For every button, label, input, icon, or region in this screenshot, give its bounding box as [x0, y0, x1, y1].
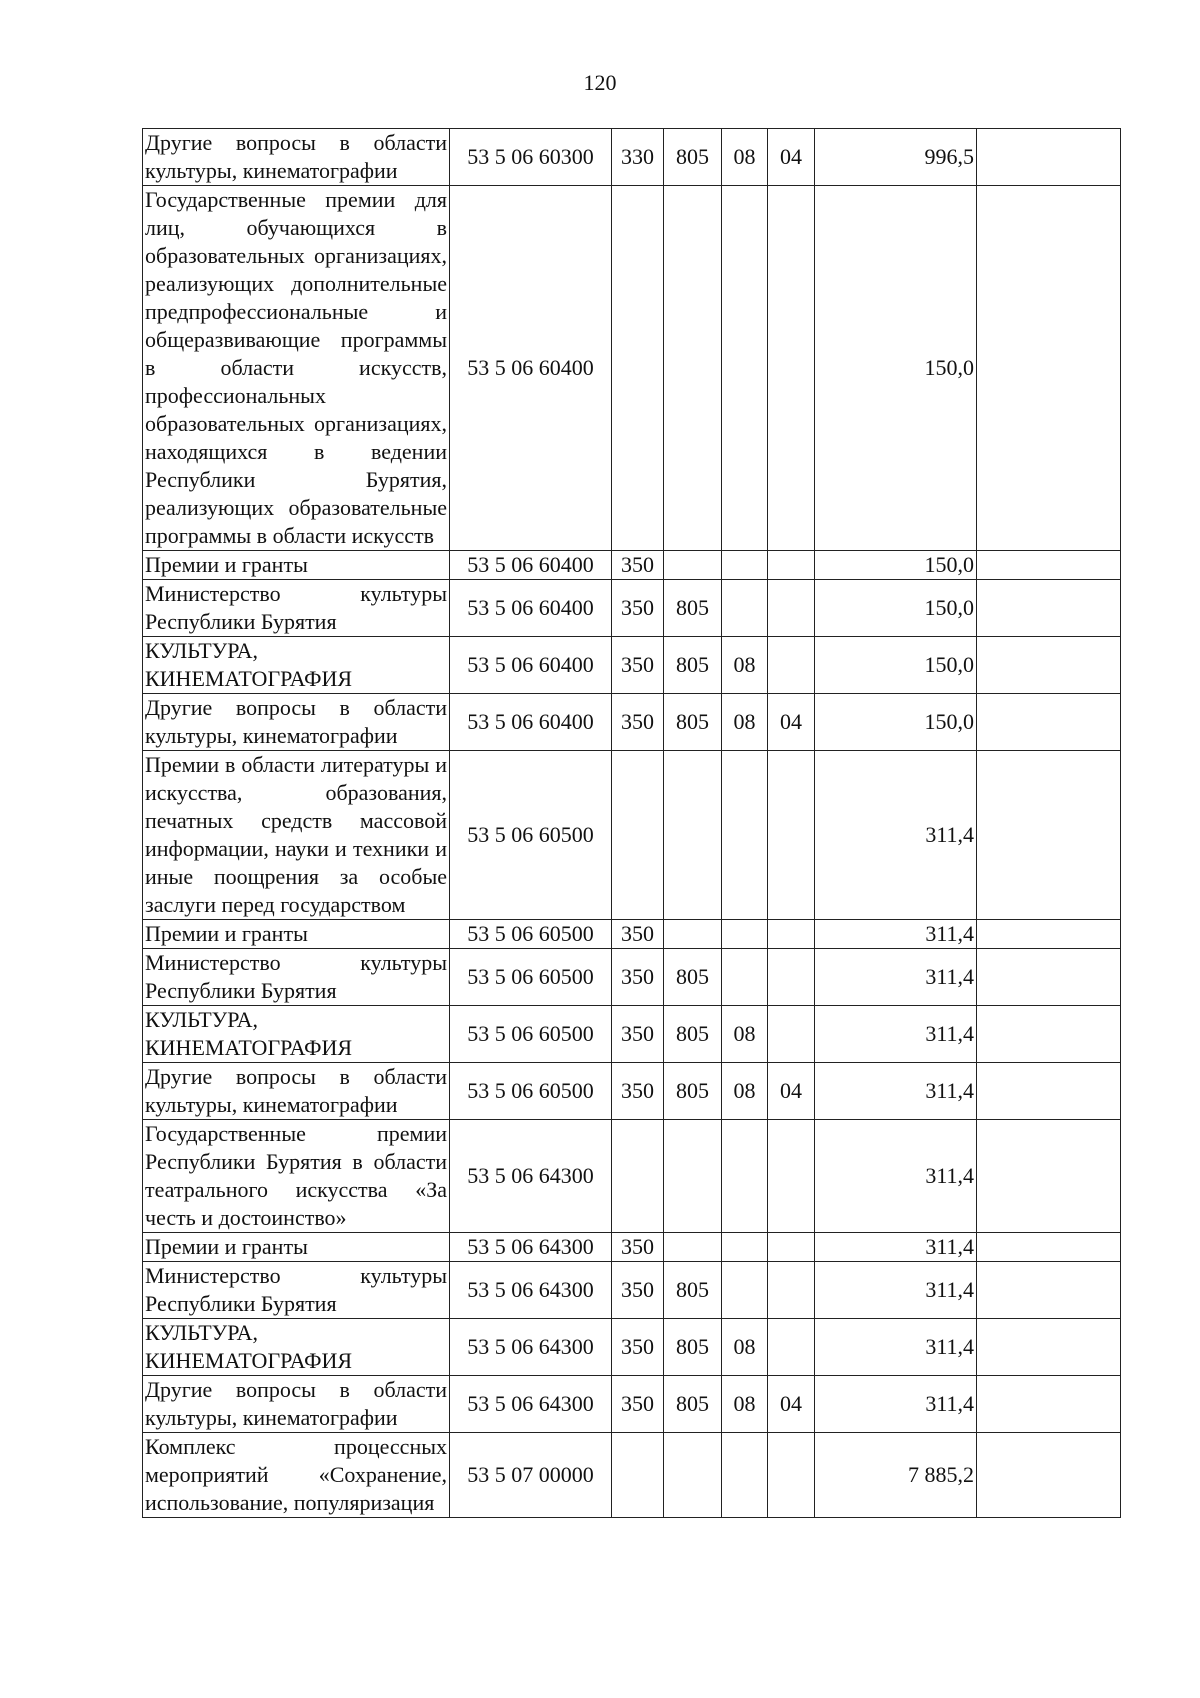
row-section: 08 [722, 1006, 768, 1063]
row-ministry-code: 805 [664, 1063, 722, 1120]
row-ministry-code: 805 [664, 129, 722, 186]
row-extra [977, 129, 1121, 186]
row-description: Министерство культуры Республики Бурятия [143, 580, 450, 637]
row-amount: 311,4 [815, 1319, 977, 1376]
row-ministry-code [664, 1120, 722, 1233]
row-extra [977, 920, 1121, 949]
table-row [143, 580, 1121, 637]
row-target-code: 53 5 06 64300 [450, 1233, 612, 1262]
row-expense-type: 350 [612, 1233, 664, 1262]
row-target-code: 53 5 06 64300 [450, 1319, 612, 1376]
row-subsection [768, 949, 815, 1006]
row-ministry-code: 805 [664, 580, 722, 637]
row-ministry-code [664, 920, 722, 949]
table-row [143, 186, 1121, 551]
row-extra [977, 949, 1121, 1006]
budget-table [142, 128, 1121, 1518]
row-amount: 7 885,2 [815, 1433, 977, 1518]
row-subsection [768, 551, 815, 580]
row-target-code: 53 5 06 60500 [450, 949, 612, 1006]
row-target-code: 53 5 06 64300 [450, 1120, 612, 1233]
row-section [722, 751, 768, 920]
row-ministry-code [664, 1433, 722, 1518]
row-ministry-code: 805 [664, 694, 722, 751]
row-section: 08 [722, 637, 768, 694]
table-row [143, 1376, 1121, 1433]
row-target-code: 53 5 06 60400 [450, 694, 612, 751]
row-expense-type: 350 [612, 580, 664, 637]
row-description: Премии и гранты [143, 1233, 450, 1262]
table-row [143, 637, 1121, 694]
row-extra [977, 551, 1121, 580]
table-row [143, 1319, 1121, 1376]
row-ministry-code [664, 1233, 722, 1262]
row-description: Другие вопросы в области культуры, кинематографии [143, 1376, 450, 1433]
row-expense-type: 350 [612, 1262, 664, 1319]
row-subsection [768, 1120, 815, 1233]
row-extra [977, 1120, 1121, 1233]
row-extra [977, 186, 1121, 551]
row-target-code: 53 5 06 64300 [450, 1262, 612, 1319]
table-body [143, 129, 1121, 1518]
row-target-code: 53 5 06 64300 [450, 1376, 612, 1433]
row-extra [977, 1233, 1121, 1262]
row-extra [977, 751, 1121, 920]
row-ministry-code [664, 551, 722, 580]
row-amount: 311,4 [815, 1262, 977, 1319]
row-amount: 150,0 [815, 186, 977, 551]
row-extra [977, 1063, 1121, 1120]
row-expense-type: 350 [612, 637, 664, 694]
row-amount: 996,5 [815, 129, 977, 186]
row-subsection: 04 [768, 129, 815, 186]
row-description: Другие вопросы в области культуры, кинематографии [143, 129, 450, 186]
row-extra [977, 580, 1121, 637]
row-section: 08 [722, 1376, 768, 1433]
row-ministry-code: 805 [664, 1376, 722, 1433]
row-amount: 150,0 [815, 551, 977, 580]
row-ministry-code: 805 [664, 1006, 722, 1063]
row-description: КУЛЬТУРА, КИНЕМАТОГРАФИЯ [143, 1006, 450, 1063]
row-amount: 311,4 [815, 949, 977, 1006]
row-subsection: 04 [768, 1063, 815, 1120]
row-extra [977, 694, 1121, 751]
table-row [143, 1262, 1121, 1319]
row-expense-type: 350 [612, 949, 664, 1006]
row-description: Государственные премии для лиц, обучающихся в образовательных организациях, реализующих дополнительные предпрофессиональные и общеразвивающие программы в области искусств, профессиональных образовательных организациях, находящихся в ведении Республики Бурятия, реализующих образовательные программы в области искусств [143, 186, 450, 551]
table-row [143, 1063, 1121, 1120]
row-amount: 311,4 [815, 1063, 977, 1120]
row-extra [977, 1433, 1121, 1518]
table-row [143, 920, 1121, 949]
row-description: Министерство культуры Республики Бурятия [143, 949, 450, 1006]
row-subsection [768, 1233, 815, 1262]
row-amount: 311,4 [815, 1120, 977, 1233]
row-section [722, 920, 768, 949]
row-amount: 311,4 [815, 920, 977, 949]
row-description: Комплекс процессных мероприятий «Сохранение, использование, популяризация [143, 1433, 450, 1518]
row-extra [977, 1319, 1121, 1376]
row-ministry-code: 805 [664, 1319, 722, 1376]
row-amount: 150,0 [815, 637, 977, 694]
table-row [143, 694, 1121, 751]
table-row [143, 1006, 1121, 1063]
table-row [143, 949, 1121, 1006]
row-amount: 311,4 [815, 1233, 977, 1262]
row-description: Премии и гранты [143, 920, 450, 949]
row-subsection [768, 751, 815, 920]
row-target-code: 53 5 06 60500 [450, 920, 612, 949]
row-target-code: 53 5 06 60500 [450, 1063, 612, 1120]
row-target-code: 53 5 07 00000 [450, 1433, 612, 1518]
row-amount: 311,4 [815, 1376, 977, 1433]
row-target-code: 53 5 06 60400 [450, 580, 612, 637]
page-number: 120 [583, 70, 617, 95]
row-description: Премии и гранты [143, 551, 450, 580]
row-target-code: 53 5 06 60500 [450, 751, 612, 920]
row-description: КУЛЬТУРА, КИНЕМАТОГРАФИЯ [143, 1319, 450, 1376]
row-subsection [768, 1006, 815, 1063]
row-section [722, 1262, 768, 1319]
row-description: Министерство культуры Республики Бурятия [143, 1262, 450, 1319]
row-expense-type: 350 [612, 1376, 664, 1433]
row-expense-type [612, 1433, 664, 1518]
row-amount: 311,4 [815, 1006, 977, 1063]
row-target-code: 53 5 06 60400 [450, 637, 612, 694]
row-subsection [768, 1262, 815, 1319]
row-extra [977, 1262, 1121, 1319]
row-section [722, 551, 768, 580]
row-subsection [768, 186, 815, 551]
row-description: Другие вопросы в области культуры, кинематографии [143, 1063, 450, 1120]
row-description: КУЛЬТУРА, КИНЕМАТОГРАФИЯ [143, 637, 450, 694]
row-expense-type: 350 [612, 920, 664, 949]
row-target-code: 53 5 06 60400 [450, 186, 612, 551]
row-subsection [768, 920, 815, 949]
row-subsection: 04 [768, 1376, 815, 1433]
row-expense-type: 350 [612, 1063, 664, 1120]
row-target-code: 53 5 06 60400 [450, 551, 612, 580]
row-expense-type: 330 [612, 129, 664, 186]
row-expense-type [612, 1120, 664, 1233]
row-ministry-code: 805 [664, 1262, 722, 1319]
row-expense-type: 350 [612, 1006, 664, 1063]
row-extra [977, 637, 1121, 694]
row-ministry-code [664, 751, 722, 920]
row-section [722, 1433, 768, 1518]
row-amount: 150,0 [815, 580, 977, 637]
table-row [143, 751, 1121, 920]
row-section [722, 1233, 768, 1262]
row-description: Премии в области литературы и искусства, образования, печатных средств массовой информации, науки и техники и иные поощрения за особые заслуги перед государством [143, 751, 450, 920]
row-section: 08 [722, 1063, 768, 1120]
row-expense-type [612, 186, 664, 551]
row-expense-type [612, 751, 664, 920]
row-ministry-code: 805 [664, 949, 722, 1006]
row-subsection [768, 637, 815, 694]
row-section: 08 [722, 1319, 768, 1376]
row-ministry-code: 805 [664, 637, 722, 694]
row-section: 08 [722, 129, 768, 186]
row-expense-type: 350 [612, 551, 664, 580]
row-ministry-code [664, 186, 722, 551]
row-section: 08 [722, 694, 768, 751]
table-row [143, 1233, 1121, 1262]
table-row [143, 1120, 1121, 1233]
row-amount: 150,0 [815, 694, 977, 751]
row-section [722, 949, 768, 1006]
row-section [722, 186, 768, 551]
row-extra [977, 1376, 1121, 1433]
row-description: Государственные премии Республики Бурятия в области театрального искусства «За честь и достоинство» [143, 1120, 450, 1233]
table-row [143, 551, 1121, 580]
table-row [143, 129, 1121, 186]
table-row [143, 1433, 1121, 1518]
row-extra [977, 1006, 1121, 1063]
row-expense-type: 350 [612, 694, 664, 751]
row-amount: 311,4 [815, 751, 977, 920]
row-section [722, 580, 768, 637]
row-subsection [768, 1433, 815, 1518]
row-target-code: 53 5 06 60500 [450, 1006, 612, 1063]
row-description: Другие вопросы в области культуры, кинематографии [143, 694, 450, 751]
row-target-code: 53 5 06 60300 [450, 129, 612, 186]
row-subsection: 04 [768, 694, 815, 751]
row-expense-type: 350 [612, 1319, 664, 1376]
row-subsection [768, 580, 815, 637]
row-subsection [768, 1319, 815, 1376]
row-section [722, 1120, 768, 1233]
